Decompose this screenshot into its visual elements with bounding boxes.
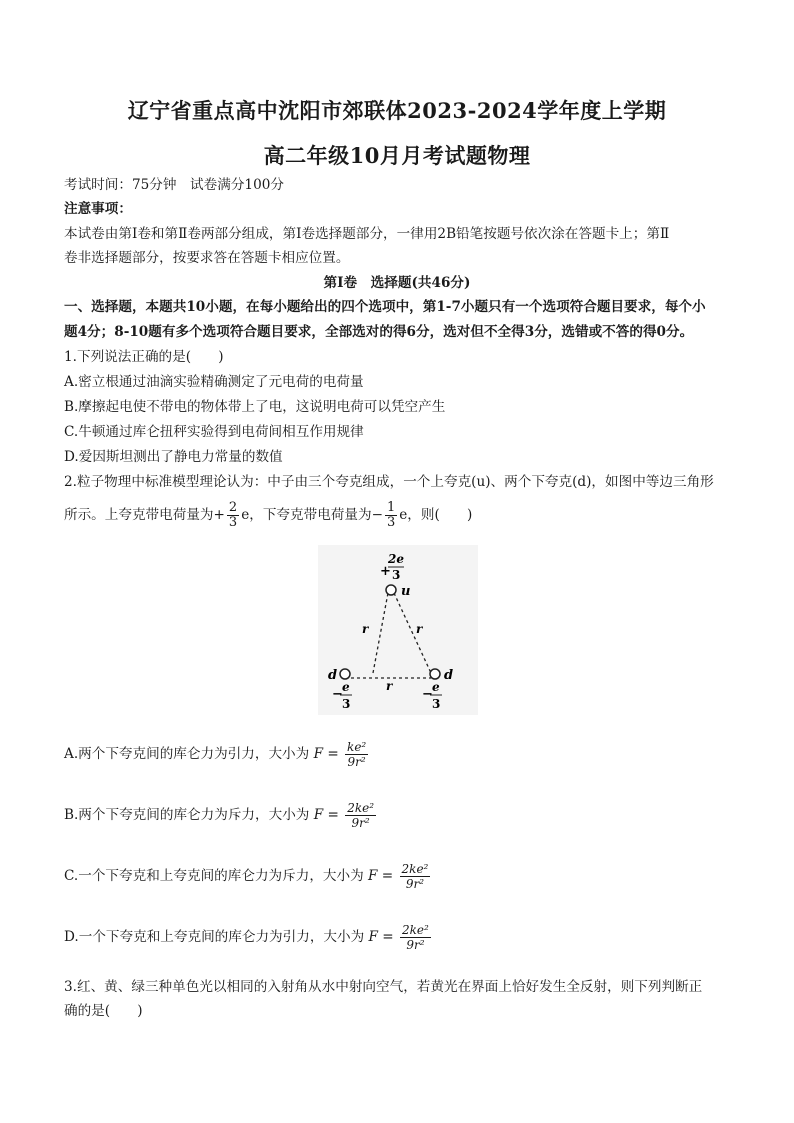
up-charge-den: 3 bbox=[228, 515, 238, 530]
q3-stem-line1: 3.红、黄、绿三种单色光以相同的入射角从水中射向空气，若黄光在界面上恰好发生全反射，则下列判断正 bbox=[64, 979, 703, 995]
q1-option-a: A.密立根通过油滴实验精确测定了元电荷的电荷量 bbox=[64, 374, 364, 390]
q2-stem-line1: 2.粒子物理中标准模型理论认为：中子由三个夸克组成，一个上夸克(u)、两个下夸克(d)，如图中等边三角形 bbox=[64, 474, 714, 490]
down-charge-fraction bbox=[385, 501, 397, 530]
q2-option-c-den: 9r² bbox=[405, 877, 425, 891]
q2-option-b bbox=[64, 801, 378, 830]
notice-line-2: 卷非选择题部分，按要求答在答题卡相应位置。 bbox=[64, 250, 350, 266]
q2-option-a-fraction bbox=[345, 740, 368, 769]
q2-option-a-text: A.两个下夸克间的库仑力为引力，大小为 bbox=[64, 746, 310, 762]
section-instruction-2: 题4分；8-10题有多个选项符合题目要求，全部选对的得6分，选对但不全得3分，选错或不答的得0分。 bbox=[64, 324, 694, 340]
q2-option-b-fraction bbox=[345, 801, 376, 830]
down-quark-right-label: d bbox=[444, 668, 454, 683]
bottom-right-charge-num: e bbox=[432, 680, 440, 694]
bottom-left-charge-den: 3 bbox=[342, 697, 351, 711]
down-charge-num: 1 bbox=[386, 500, 396, 515]
top-charge-den: 3 bbox=[392, 568, 401, 582]
up-charge-fraction bbox=[227, 501, 239, 530]
q1-option-c: C.牛顿通过库仑扭秤实验得到电荷间相互作用规律 bbox=[64, 424, 364, 440]
top-charge-sign: + bbox=[380, 564, 391, 579]
q2-option-a-lhs: F = bbox=[313, 746, 339, 762]
q2-option-b-lhs: F = bbox=[313, 807, 339, 823]
q2-stem-part-a: 所示。上夸克带电荷量为+ bbox=[64, 507, 225, 523]
q2-option-d bbox=[64, 923, 433, 952]
down-quark-left-circle bbox=[340, 669, 350, 679]
q2-option-c-fraction bbox=[400, 862, 431, 891]
quark-triangle-figure bbox=[318, 545, 478, 715]
q1-option-b: B.摩擦起电使不带电的物体带上了电，这说明电荷可以凭空产生 bbox=[64, 399, 446, 415]
q2-option-a-den: 9r² bbox=[347, 755, 366, 769]
bottom-left-charge-num: e bbox=[342, 680, 350, 694]
bottom-right-charge-den: 3 bbox=[432, 697, 441, 711]
section-title: 第Ⅰ卷 选择题(共46分) bbox=[323, 275, 471, 291]
down-quark-right-circle bbox=[430, 669, 440, 679]
side-label-bottom: r bbox=[386, 679, 393, 693]
bottom-right-charge-sign: − bbox=[422, 687, 433, 702]
q2-stem-line2 bbox=[64, 500, 734, 530]
q2-option-d-den: 9r² bbox=[406, 938, 425, 952]
q2-option-b-den: 9r² bbox=[351, 816, 370, 830]
q2-option-c-num: 2ke² bbox=[401, 862, 429, 876]
down-quark-left-label: d bbox=[328, 668, 338, 683]
q2-option-d-num: 2ke² bbox=[402, 923, 429, 937]
exam-title-line2: 高二年级10月月考试题物理 bbox=[263, 143, 531, 168]
q2-option-a-num: ke² bbox=[347, 740, 367, 754]
side-label-left: r bbox=[362, 622, 369, 636]
exam-title-line1: 辽宁省重点高中沈阳市郊联体2023-2024学年度上学期 bbox=[127, 98, 667, 123]
q1-option-d: D.爱因斯坦测出了静电力常量的数值 bbox=[64, 449, 283, 465]
q2-option-c-text: C.一个下夸克和上夸克间的库仑力为斥力，大小为 bbox=[64, 868, 364, 884]
exam-time-score: 考试时间：75分钟 试卷满分100分 bbox=[64, 177, 284, 193]
section-instruction-1: 一、选择题，本题共10小题，在每小题给出的四个选项中，第1-7小题只有一个选项符合题目要求，每个小 bbox=[64, 299, 706, 315]
down-charge-den: 3 bbox=[386, 515, 396, 530]
up-charge-num: 2 bbox=[228, 500, 238, 515]
q2-stem-part-b: e，下夸克带电荷量为− bbox=[241, 507, 383, 523]
side-label-right: r bbox=[416, 622, 423, 636]
q2-option-d-text: D.一个下夸克和上夸克间的库仑力为引力，大小为 bbox=[64, 929, 365, 945]
up-quark-circle bbox=[386, 585, 396, 595]
top-charge-num: 2e bbox=[388, 552, 404, 566]
notice-line-1: 本试卷由第Ⅰ卷和第Ⅱ卷两部分组成，第Ⅰ卷选择题部分，一律用2B铅笔按题号依次涂在答题卡上；第Ⅱ bbox=[64, 226, 670, 242]
q2-option-c-lhs: F = bbox=[368, 868, 394, 884]
q2-option-c bbox=[64, 862, 432, 891]
q3-stem-line2: 确的是( ) bbox=[64, 1003, 143, 1019]
up-quark-label: u bbox=[401, 584, 411, 599]
q2-option-b-text: B.两个下夸克间的库仑力为斥力，大小为 bbox=[64, 807, 310, 823]
q2-option-b-num: 2ke² bbox=[347, 801, 375, 815]
q2-option-d-lhs: F = bbox=[368, 929, 394, 945]
bottom-left-charge-sign: − bbox=[332, 687, 343, 702]
q2-option-a bbox=[64, 740, 370, 769]
q2-option-d-fraction bbox=[400, 923, 431, 952]
q2-stem-part-c: e，则( ) bbox=[399, 507, 473, 523]
notice-heading: 注意事项： bbox=[64, 201, 132, 217]
q1-stem: 1.下列说法正确的是( ) bbox=[64, 349, 224, 365]
